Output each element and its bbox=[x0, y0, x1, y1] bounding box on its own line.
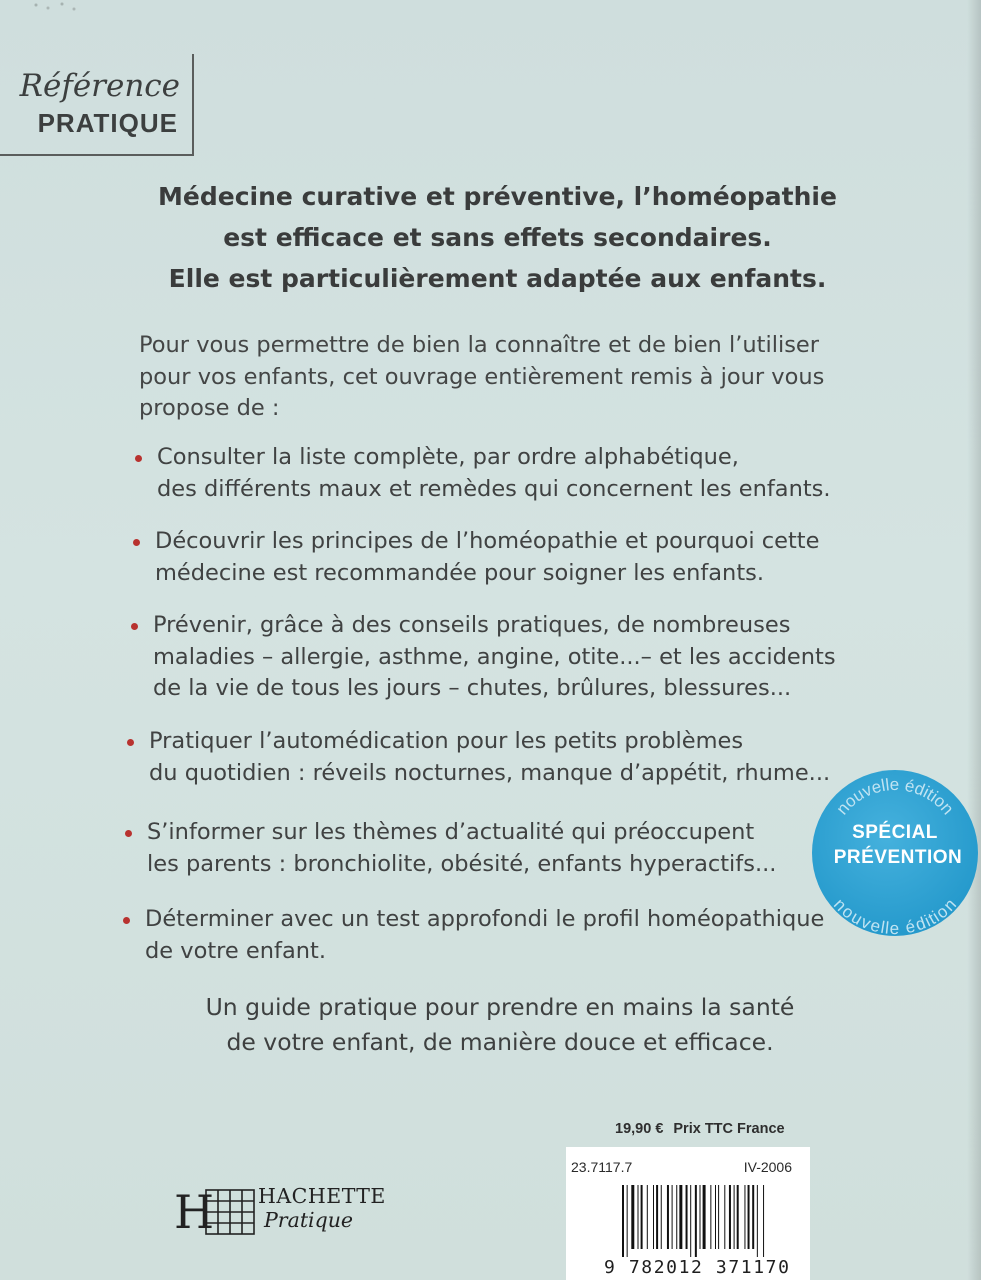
headline-line: Elle est particulièrement adaptée aux enfants. bbox=[168, 264, 827, 293]
svg-text:H: H bbox=[174, 1185, 215, 1239]
bullet-dot-icon bbox=[125, 830, 132, 837]
headline bbox=[130, 176, 865, 299]
headline-line: Médecine curative et préventive, l’homéopathie bbox=[158, 182, 837, 211]
intro-line: propose de : bbox=[139, 395, 280, 421]
hachette-h-grid-icon bbox=[172, 1184, 258, 1240]
decorative-speckles bbox=[30, 0, 85, 14]
special-edition-badge bbox=[812, 770, 978, 936]
badge-line2: PRÉVENTION bbox=[833, 847, 963, 868]
intro-paragraph bbox=[139, 330, 824, 425]
bullet-dot-icon bbox=[127, 739, 134, 746]
bullet-line: Découvrir les principes de l’homéopathie et pourquoi cette bbox=[155, 528, 820, 554]
page-edge-shadow bbox=[967, 0, 981, 1280]
badge-arc-bottom: nouvelle édition bbox=[829, 894, 961, 936]
conclusion-line: de votre enfant, de manière douce et efficace. bbox=[226, 1028, 774, 1056]
barcode-icon bbox=[622, 1185, 808, 1257]
bullet-line: S’informer sur les thèmes d’actualité qui préoccupent bbox=[147, 819, 755, 845]
series-label-top: Référence bbox=[19, 68, 180, 104]
intro-line: Pour vous permettre de bien la connaître et de bien l’utiliser bbox=[139, 332, 820, 358]
headline-line: est efficace et sans effets secondaires. bbox=[223, 223, 772, 252]
conclusion bbox=[140, 990, 860, 1060]
barcode-block bbox=[566, 1147, 810, 1280]
bullet-item bbox=[155, 526, 819, 589]
bullet-line: Pratiquer l’automédication pour les petits problèmes bbox=[149, 728, 744, 754]
bullet-dot-icon bbox=[133, 539, 140, 546]
series-label-bottom: PRATIQUE bbox=[37, 108, 178, 138]
price-amount: 19,90 € bbox=[615, 1121, 664, 1137]
bullet-line: du quotidien : réveils nocturnes, manque d’appétit, rhume... bbox=[149, 759, 831, 786]
bullet-item bbox=[145, 904, 824, 967]
badge-arc-top: nouvelle édition bbox=[832, 774, 958, 819]
bullet-dot-icon bbox=[131, 623, 138, 630]
intro-line: pour vos enfants, cet ouvrage entièrement remis à jour vous bbox=[139, 363, 825, 390]
bullet-line: de la vie de tous les jours – chutes, brûlures, blessures... bbox=[153, 675, 792, 701]
edition-code: IV-2006 bbox=[743, 1159, 792, 1175]
bullet-item bbox=[153, 610, 836, 705]
bullet-item bbox=[149, 726, 830, 789]
bullet-item bbox=[147, 817, 776, 880]
publisher-imprint: Pratique bbox=[264, 1208, 354, 1232]
publisher-name: HACHETTE bbox=[258, 1184, 386, 1208]
bullet-line: médecine est recommandée pour soigner les enfants. bbox=[155, 559, 765, 586]
conclusion-line: Un guide pratique pour prendre en mains la santé bbox=[205, 993, 795, 1021]
price-line bbox=[615, 1121, 785, 1137]
series-label bbox=[0, 54, 194, 156]
bullet-line: Consulter la liste complète, par ordre alphabétique, bbox=[157, 444, 739, 470]
bullet-line: les parents : bronchiolite, obésité, enfants hyperactifs... bbox=[147, 850, 777, 877]
bullet-dot-icon bbox=[135, 455, 142, 462]
bullet-line: de votre enfant. bbox=[145, 937, 326, 964]
bullet-line: Prévenir, grâce à des conseils pratiques, de nombreuses bbox=[153, 612, 791, 638]
isbn-number: 9 782012 371170 bbox=[604, 1257, 791, 1278]
bullet-item bbox=[157, 442, 831, 505]
bullet-line: maladies – allergie, asthme, angine, otite...– et les accidents bbox=[153, 643, 836, 670]
bullet-line: Déterminer avec un test approfondi le profil homéopathique bbox=[145, 906, 825, 932]
badge-line1: SPÉCIAL bbox=[852, 822, 938, 843]
bullet-dot-icon bbox=[123, 917, 130, 924]
price-label: Prix TTC France bbox=[673, 1121, 785, 1137]
publisher-logo bbox=[172, 1184, 402, 1244]
svg-text:nouvelle édition bbox=[833, 775, 958, 818]
svg-text:nouvelle édition bbox=[830, 895, 960, 936]
product-code: 23.7117.7 bbox=[571, 1159, 633, 1175]
bullet-line: des différents maux et remèdes qui concernent les enfants. bbox=[157, 475, 831, 502]
